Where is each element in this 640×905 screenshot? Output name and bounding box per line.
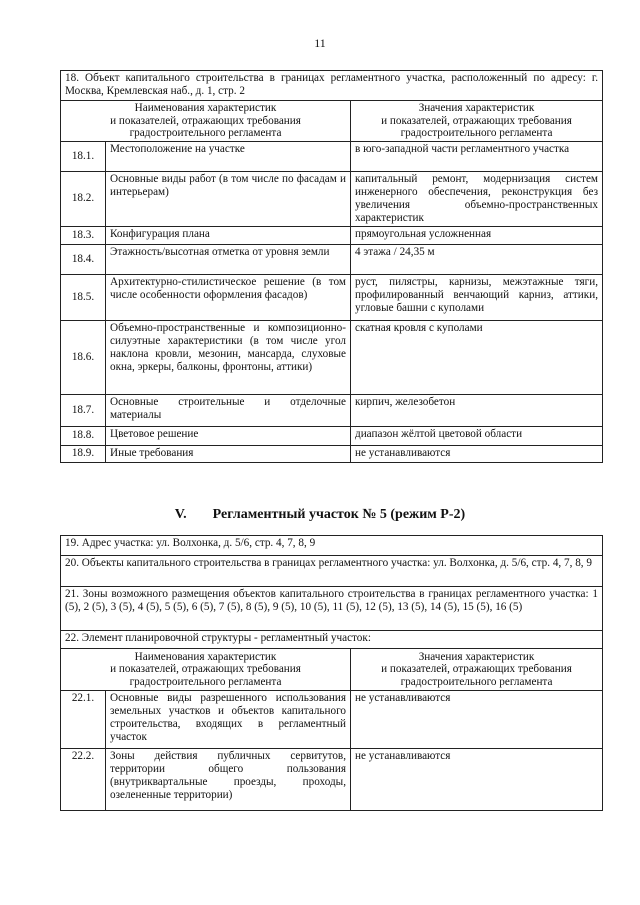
row-characteristic: Объемно-пространственные и композиционно-силуэтные характеристики (в том числе угол наклона кровли, мезонин, мансарда, слуховые окна, эркеры, балконы, фронтоны, аттики) xyxy=(106,320,351,394)
row-number: 18.2. xyxy=(61,171,106,226)
table-header-row xyxy=(61,101,603,142)
full-row-cell: 19. Адрес участка: ул. Волхонка, д. 5/6, стр. 4, 7, 8, 9 xyxy=(61,536,603,556)
regulation-table-22 xyxy=(60,535,603,811)
row-value: прямоугольная усложненная xyxy=(351,226,603,244)
row-characteristic: Этажность/высотная отметка от уровня земли xyxy=(106,244,351,274)
page-number: 11 xyxy=(314,36,326,50)
row-characteristic: Конфигурация плана xyxy=(106,226,351,244)
row-number: 18.6. xyxy=(61,320,106,394)
row-value: не устанавливаются xyxy=(351,445,603,462)
table-header-row xyxy=(61,649,603,691)
table-title-row xyxy=(61,71,603,101)
row-characteristic: Иные требования xyxy=(106,445,351,462)
row-value: диапазон жёлтой цветовой области xyxy=(351,426,603,445)
section-title: Регламентный участок № 5 (режим Р-2) xyxy=(212,507,466,522)
row-number: 18.1. xyxy=(61,141,106,171)
section-number: V. xyxy=(174,507,187,522)
row-characteristic: Местоположение на участке xyxy=(106,141,351,171)
table-row xyxy=(61,426,603,445)
row-characteristic: Зоны действия публичных сервитутов, территории общего пользования (внутриквартальные проезды, проходы, озелененные территории) xyxy=(106,749,351,811)
row-characteristic: Архитектурно-стилистическое решение (в том числе особенности оформления фасадов) xyxy=(106,274,351,320)
table-row xyxy=(61,141,603,171)
row-number: 18.5. xyxy=(61,274,106,320)
row-value: не устанавливаются xyxy=(351,691,603,749)
header-left: Наименования характеристик и показателей, отражающих требования градостроительного регламента xyxy=(61,649,351,691)
row-value: в юго-западной части регламентного участка xyxy=(351,141,603,171)
row-number: 22.1. xyxy=(61,691,106,749)
row-characteristic: Основные строительные и отделочные материалы xyxy=(106,394,351,426)
header-right: Значения характеристик и показателей, отражающих требования градостроительного регламента xyxy=(351,101,603,142)
regulation-table-18 xyxy=(60,70,603,463)
header-right: Значения характеристик и показателей, отражающих требования градостроительного регламента xyxy=(351,649,603,691)
table-row xyxy=(61,749,603,811)
row-number: 18.7. xyxy=(61,394,106,426)
table-full-row xyxy=(61,536,603,556)
table-title-cell: 18. Объект капитального строительства в границах регламентного участка, расположенный по адресу: г. Москва, Кремлевская наб., д. 1, стр. 2 xyxy=(61,71,603,101)
row-characteristic: Цветовое решение xyxy=(106,426,351,445)
row-value: не устанавливаются xyxy=(351,749,603,811)
table-row xyxy=(61,445,603,462)
table-row xyxy=(61,320,603,394)
row-characteristic: Основные виды разрешенного использования земельных участков и объектов капитального строительства, входящих в регламентный участок xyxy=(106,691,351,749)
full-row-cell: 22. Элемент планировочной структуры - регламентный участок: xyxy=(61,631,603,649)
row-number: 18.4. xyxy=(61,244,106,274)
header-left: Наименования характеристик и показателей, отражающих требования градостроительного регламента xyxy=(61,101,351,142)
table-full-row xyxy=(61,556,603,587)
table-full-row xyxy=(61,587,603,631)
table-row xyxy=(61,171,603,226)
full-row-cell: 20. Объекты капитального строительства в границах регламентного участка: ул. Волхонка, д. 5/6, стр. 4, 7, 8, 9 xyxy=(61,556,603,587)
row-value: руст, пилястры, карнизы, межэтажные тяги, профилированный венчающий карниз, аттики, угловые башни с куполами xyxy=(351,274,603,320)
table-full-row xyxy=(61,631,603,649)
row-value: 4 этажа / 24,35 м xyxy=(351,244,603,274)
row-value: кирпич, железобетон xyxy=(351,394,603,426)
table-row xyxy=(61,691,603,749)
row-value: скатная кровля с куполами xyxy=(351,320,603,394)
table-row xyxy=(61,394,603,426)
table-row xyxy=(61,244,603,274)
full-row-cell: 21. Зоны возможного размещения объектов капитального строительства в границах регламентного участка: 1 (5), 2 (5), 3 (5), 4 (5), 5 (5), 6 (5), 7 (5), 8 (5), 9 (5), 10 (5), 11 (5), 12 (5), 13 (5), 14 (5), 15 (5), 16 (5) xyxy=(61,587,603,631)
table-row xyxy=(61,226,603,244)
row-characteristic: Основные виды работ (в том числе по фасадам и интерьерам) xyxy=(106,171,351,226)
section-heading xyxy=(0,507,640,523)
row-value: капитальный ремонт, модернизация систем инженерного обеспечения, реконструкция без увеличения объемно-пространственных характеристик xyxy=(351,171,603,226)
table-row xyxy=(61,274,603,320)
row-number: 18.9. xyxy=(61,445,106,462)
row-number: 18.8. xyxy=(61,426,106,445)
row-number: 22.2. xyxy=(61,749,106,811)
row-number: 18.3. xyxy=(61,226,106,244)
